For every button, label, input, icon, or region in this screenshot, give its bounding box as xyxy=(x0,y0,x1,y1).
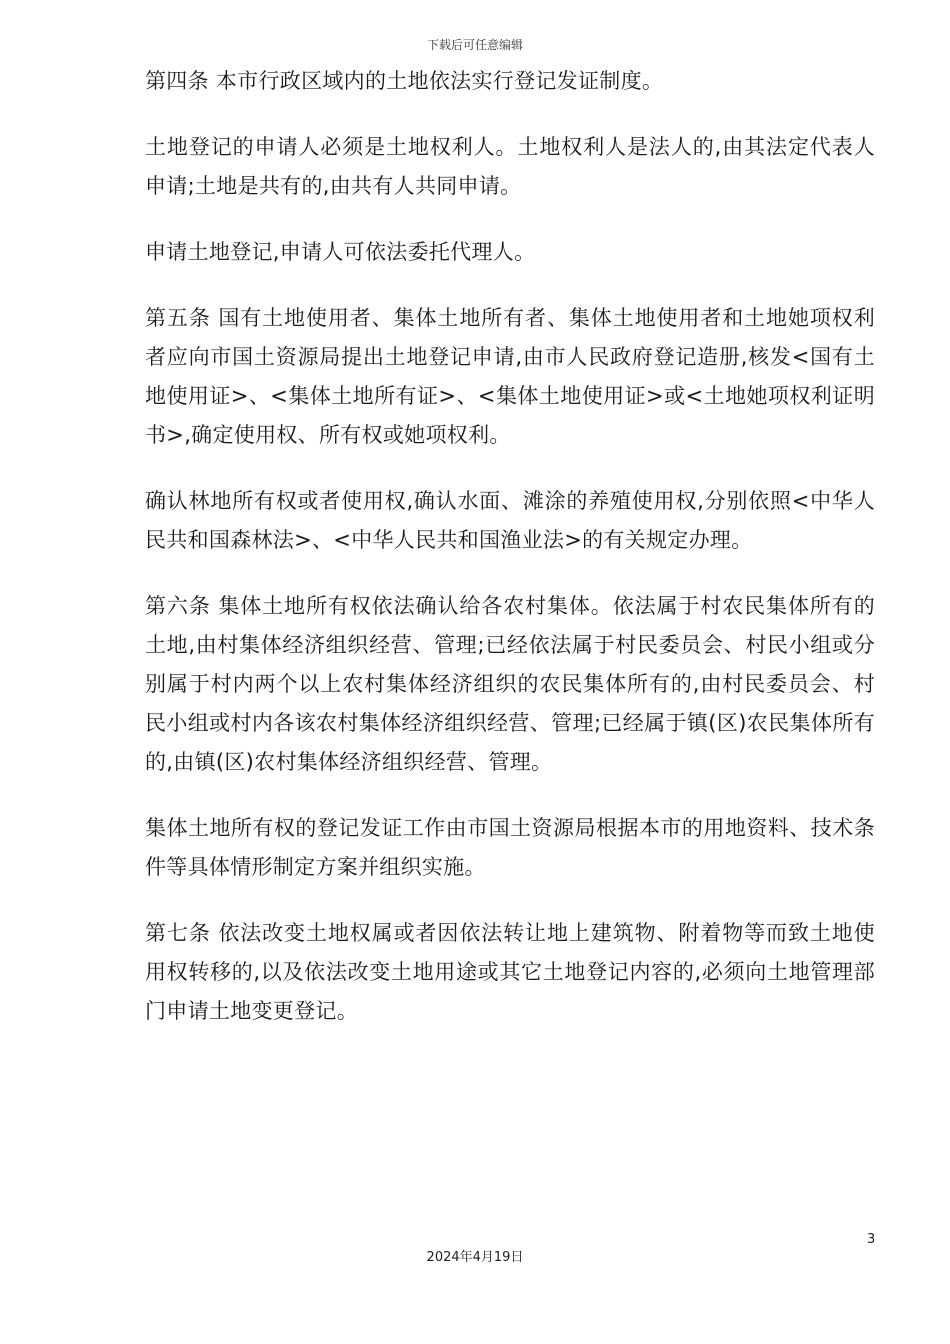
paragraph-article-4: 第四条 本市行政区域内的土地依法实行登记发证制度。 xyxy=(145,69,664,93)
document-body xyxy=(145,62,875,1058)
paragraph-article-5: 第五条 国有土地使用者、集体土地所有者、集体土地使用者和土地她项权利者应向市国土资源局提出土地登记申请,由市人民政府登记造册,核发<国有土地使用证>、<集体土地所有证>、<集体土地使用证>或<土地她项权利证明书>,确定使用权、所有权或她项权利。 xyxy=(145,306,875,447)
page-header: 下载后可任意编辑 xyxy=(426,38,523,52)
paragraph-forest-fishery: 确认林地所有权或者使用权,确认水面、滩涂的养殖使用权,分别依照<中华人民共和国森林法>、<中华人民共和国渔业法>的有关规定办理。 xyxy=(145,489,875,552)
paragraph-applicant: 土地登记的申请人必须是土地权利人。土地权利人是法人的,由其法定代表人申请;土地是共有的,由共有人共同申请。 xyxy=(145,135,875,198)
paragraph-agent: 申请土地登记,申请人可依法委托代理人。 xyxy=(145,240,536,264)
paragraph-article-7: 第七条 依法改变土地权属或者因依法转让地上建筑物、附着物等而致土地使用权转移的,以及依法改变土地用途或其它土地登记内容的,必须向土地管理部门申请土地变更登记。 xyxy=(145,921,875,1023)
page-number: 3 xyxy=(867,1232,876,1247)
paragraph-collective-registration: 集体土地所有权的登记发证工作由市国土资源局根据本市的用地资料、技术条件等具体情形制定方案并组织实施。 xyxy=(145,816,875,879)
footer-date: 2024年4月19日 xyxy=(426,1250,524,1265)
paragraph-article-6: 第六条 集体土地所有权依法确认给各农村集体。依法属于村农民集体所有的土地,由村集体经济组织经营、管理;已经依法属于村民委员会、村民小组或分别属于村内两个以上农村集体经济组织的农民集体所有的,由村民委员会、村民小组或村内各该农村集体经济组织经营、管理;已经属于镇(区)农民集体所有的,由镇(区)农村集体经济组织经营、管理。 xyxy=(145,594,875,774)
